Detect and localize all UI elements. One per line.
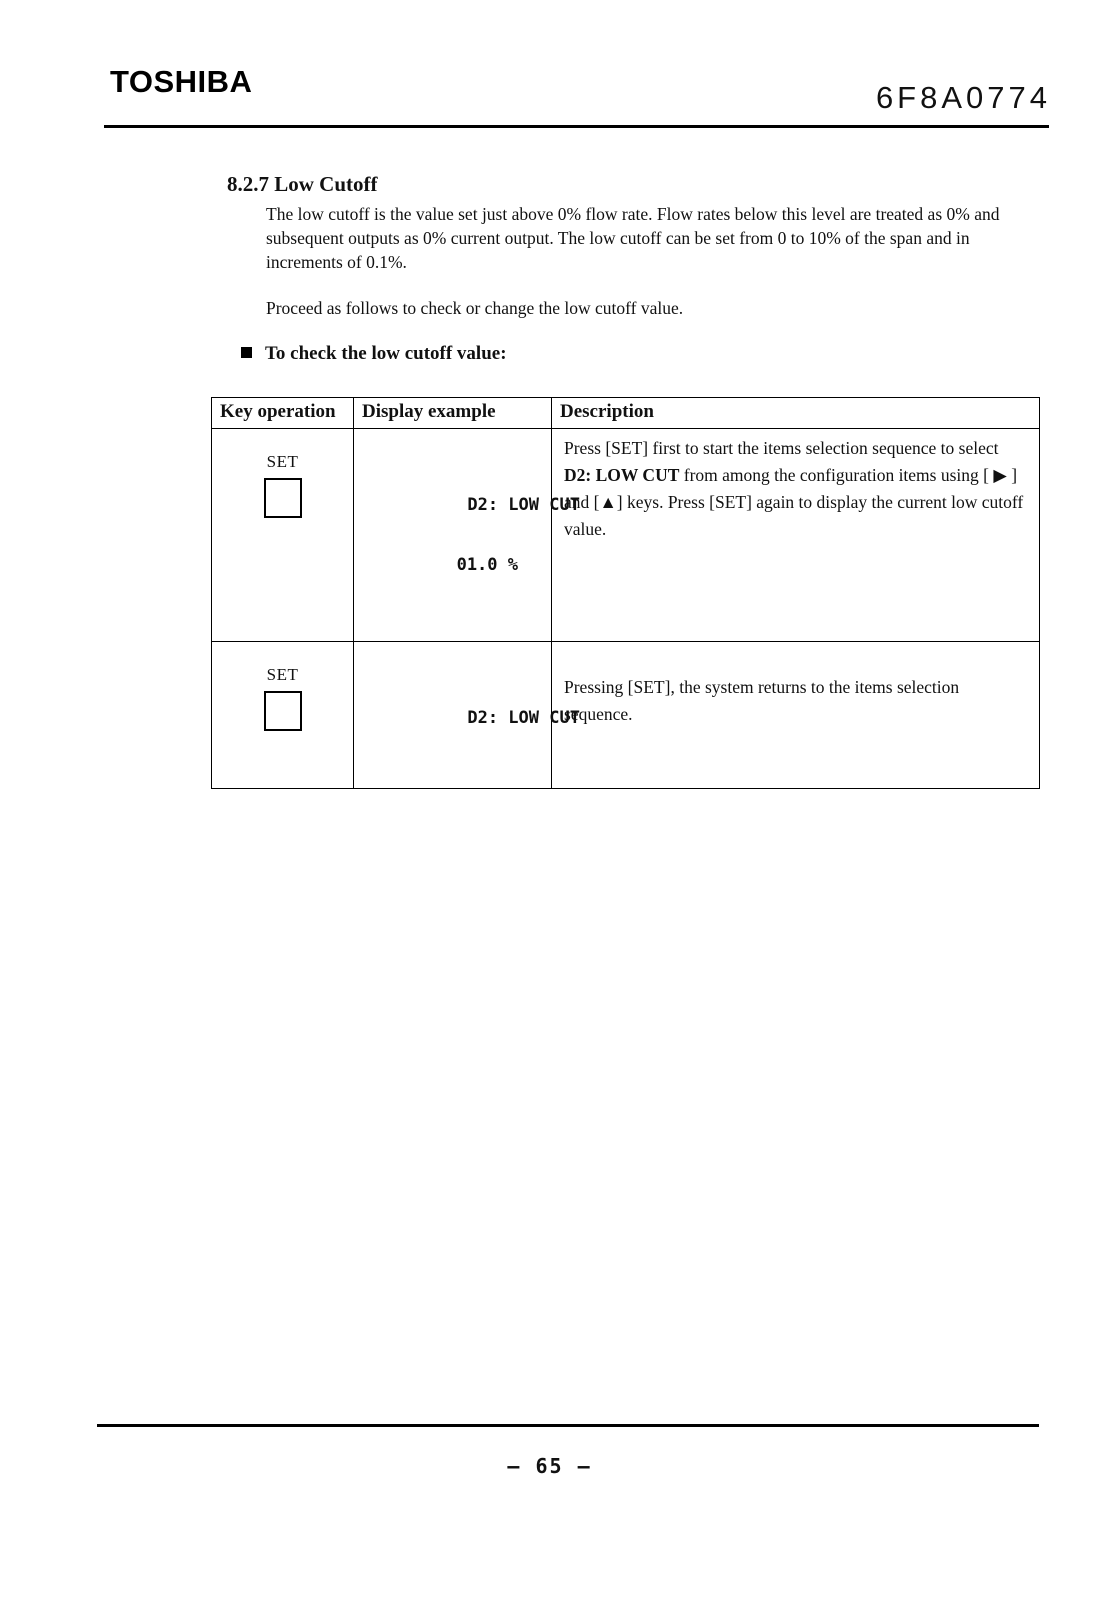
lcd-line-2: 01.0 % [456,555,518,575]
table-row [212,642,1040,789]
check-heading-text: To check the low cutoff value: [265,343,507,364]
description-cell [552,429,1040,642]
key-operation-table [211,397,1040,789]
check-heading [241,343,507,365]
table-row [212,429,1040,642]
intro-paragraph: The low cutoff is the value set just above 0% flow rate. Flow rates below this level are treated as 0% and subsequent outputs as 0% current output. The low cutoff can be set from 0 to 10% of the span and in increments of 0.1%. [266,204,1000,272]
table-header-row [212,398,1040,429]
bullet-square-icon [241,347,252,358]
lcd-display [355,460,580,640]
header-display-example: Display example [354,398,552,429]
key-operation-cell [212,642,354,789]
set-key-icon [264,691,302,731]
document-number: 6F8A0774 [875,80,1051,115]
set-key-icon [264,478,302,518]
description-text: Press [SET] first to start the items selection sequence to select [564,438,999,458]
header-description: Description [552,398,1040,429]
brand-logo: TOSHIBA [110,64,253,99]
header-rule [104,125,1049,128]
footer-rule [97,1424,1039,1427]
header-key-operation: Key operation [212,398,354,429]
lcd-display [355,673,580,763]
page-number: — 65 — [507,1454,592,1478]
description-cell: Pressing [SET], the system returns to the items selection sequence. [552,642,1040,789]
description-bold-item: D2: LOW CUT [564,465,680,485]
instruction-paragraph: Proceed as follows to check or change the low cutoff value. [266,298,684,318]
description-text-cont: from among the configuration items using [ ▶ ] and [▲] keys. Press [SET] again to display the current low cutoff value. [564,465,1024,539]
set-key-label: SET [266,452,299,471]
lcd-line-1: D2: LOW CUT [467,708,580,728]
lcd-line-1: D2: LOW CUT [467,495,580,515]
display-example-cell [354,429,580,642]
set-key-label: SET [266,665,299,684]
display-example-cell [354,642,580,789]
section-title: 8.2.7 Low Cutoff [227,172,378,196]
key-operation-cell [212,429,354,642]
